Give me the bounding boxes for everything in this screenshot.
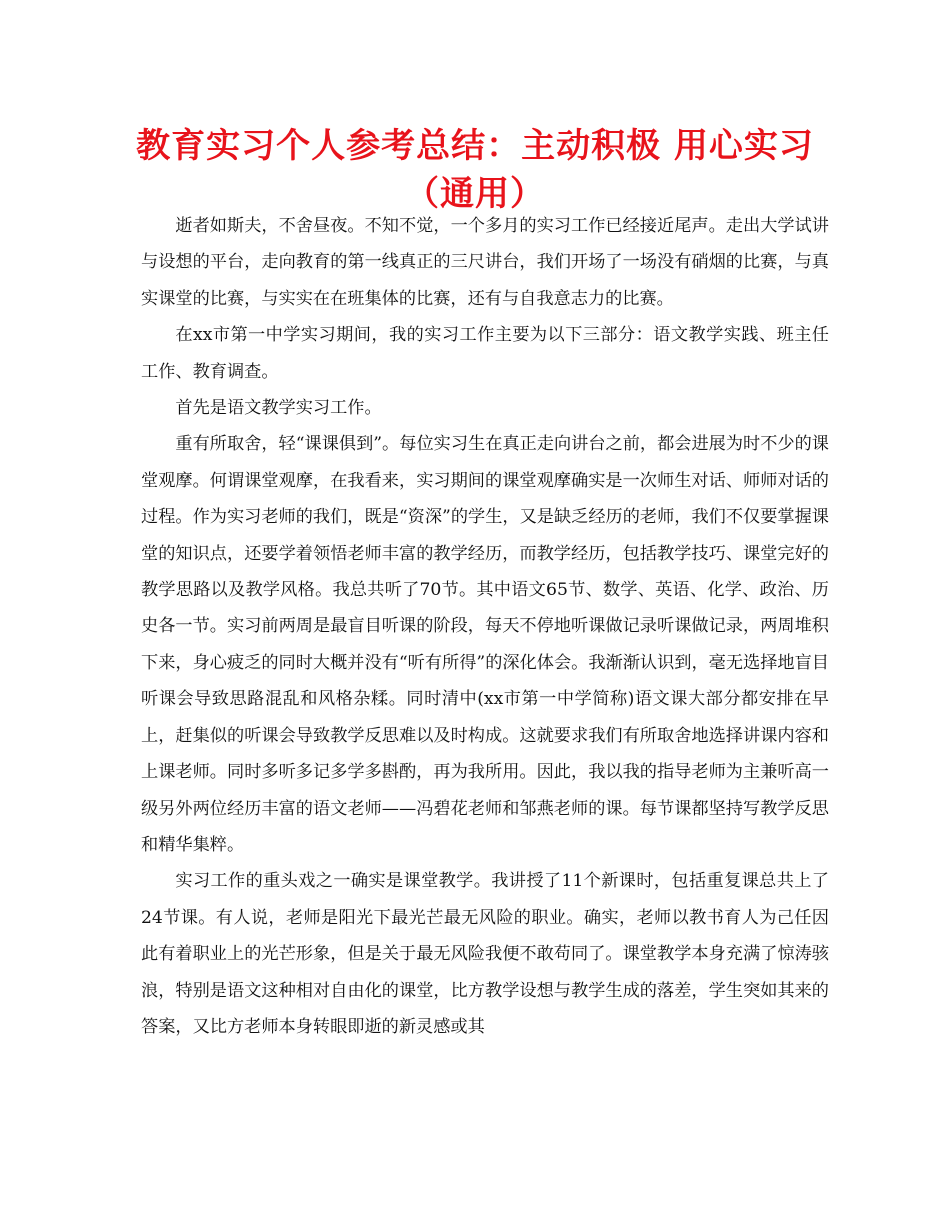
paragraph-intro: 逝者如斯夫，不舍昼夜。不知不觉，一个多月的实习工作已经接近尾声。走出大学试讲与设想的平台，走向教育的第一线真正的三尺讲台，我们开场了一场没有硝烟的比赛，与真实课堂的比赛，与实实在在班集体的比赛，还有与自我意志力的比赛。 (141, 216, 829, 309)
paragraph-classroom-teaching: 实习工作的重头戏之一确实是课堂教学。我讲授了11个新课时，包括重复课总共上了24节课。有人说，老师是阳光下最光芒最无风险的职业。确实，老师以教书育人为己任因此有着职业上的光芒形象，但是关于最无风险我便不敢苟同了。课堂教学本身充满了惊涛骇浪，特别是语文这种相对自由化的课堂，比方教学设想与教学生成的落差，学生突如其来的答案，又比方老师本身转眼即逝的新灵感或其 (141, 871, 829, 1037)
paragraph-class-observation: 重有所取舍，轻“课课俱到”。每位实习生在真正走向讲台之前，都会进展为时不少的课堂观摩。何谓课堂观摩，在我看来，实习期间的课堂观摩确实是一次师生对话、师师对话的过程。作为实习老师的我们，既是“资深”的学生，又是缺乏经历的老师，我们不仅要掌握课堂的知识点，还要学着领悟老师丰富的教学经历，而教学经历，包括教学技巧、课堂完好的教学思路以及教学风格。我总共听了70节。其中语文65节、数学、英语、化学、政治、历史各一节。实习前两周是最盲目听课的阶段，每天不停地听课做记录听课做记录，两周堆积下来，身心疲乏的同时大概并没有“听有所得”的深化体会。我渐渐认识到，毫无选择地盲目听课会导致思路混乱和风格杂糅。同时清中(xx市第一中学简称)语文课大部分都安排在早上，赶集似的听课会导致教学反思难以及时构成。这就要求我们有所取舍地选择讲课内容和上课老师。同时多听多记多学多斟酌，再为我所用。因此，我以我的指导老师为主兼听高一级另外两位经历丰富的语文老师——冯碧花老师和邹燕老师的课。每节课都坚持写教学反思和精华集粹。 (141, 434, 829, 855)
document-body (141, 208, 829, 1045)
paragraph-internship-overview: 在xx市第一中学实习期间，我的实习工作主要为以下三部分：语文教学实践、班主任工作、教育调查。 (141, 325, 829, 382)
document-title: 教育实习个人参考总结：主动积极 用心实习（通用） (136, 126, 814, 214)
paragraph-teaching-heading: 首先是语文教学实习工作。 (175, 398, 382, 419)
